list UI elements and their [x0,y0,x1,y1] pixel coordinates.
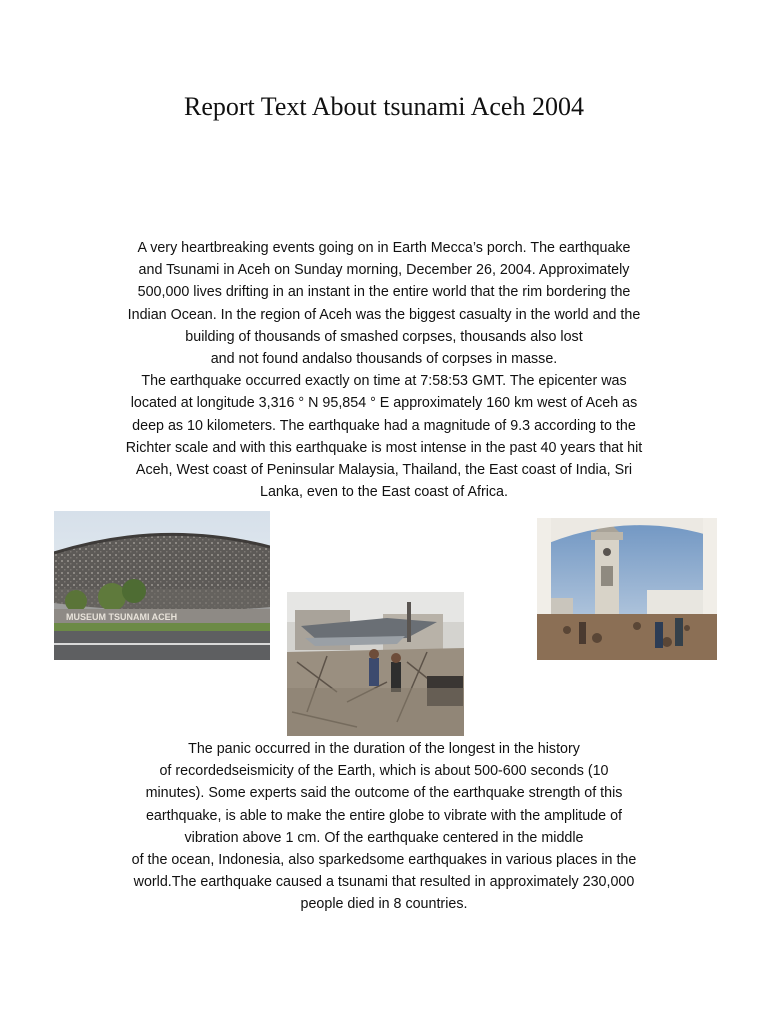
text-line: A very heartbreaking events going on in Earth Mecca’s porch. The earthquake [137,240,631,256]
museum-photo [54,511,270,660]
text-line: deep as 10 kilometers. The earthquake had a magnitude of 9.3 according to the [132,417,636,434]
text-line: and not found andalso thousands of corpses in masse. [210,351,558,368]
text-line: people died in 8 countries. [300,896,468,913]
text-line: Lanka, even to the East coast of Africa. [260,484,508,501]
text-line: Richter scale and with this earthquake is most intense in the past 40 years that hit [125,439,643,456]
text-line: The panic occurred in the duration of the longest in the history [188,741,580,757]
paragraph-panic [90,738,678,916]
text-line: of the ocean, Indonesia, also sparkedsome earthquakes in various places in the [131,852,637,869]
text-line: minutes). Some experts said the outcome of the earthquake strength of this [145,785,623,802]
text-line: and Tsunami in Aceh on Sunday morning, December 26, 2004. Approximately [138,262,630,279]
text-line: Aceh, West coast of Peninsular Malaysia, Thailand, the East coast of India, Sri [135,462,633,479]
text-line: Indian Ocean. In the region of Aceh was the biggest casualty in the world and the [127,306,641,323]
text-line: located at longitude 3,316 ° N 95,854 ° E approximately 160 km west of Aceh as [130,395,638,412]
text-line: of recordedseismicity of the Earth, which is about 500-600 seconds (10 [159,763,609,780]
text-line: building of thousands of smashed corpses, thousands also lost [185,328,583,345]
text-line: 500,000 lives drifting in an instant in the entire world that the rim bordering the [137,284,631,301]
text-line: The earthquake occurred exactly on time at 7:58:53 GMT. The epicenter was [141,373,627,390]
text-line: earthquake, is able to make the entire globe to vibrate with the amplitude of [145,807,623,824]
wreckage-photo [287,592,464,736]
document-title: Report Text About tsunami Aceh 2004 [184,92,584,121]
text-line: vibration above 1 cm. Of the earthquake centered in the middle [184,829,584,846]
museum-sign: MUSEUM TSUNAMI ACEH [66,612,178,622]
tower-photo [537,518,717,660]
paragraph-intro [90,237,678,503]
text-line: world.The earthquake caused a tsunami that resulted in approximately 230,000 [133,874,635,891]
